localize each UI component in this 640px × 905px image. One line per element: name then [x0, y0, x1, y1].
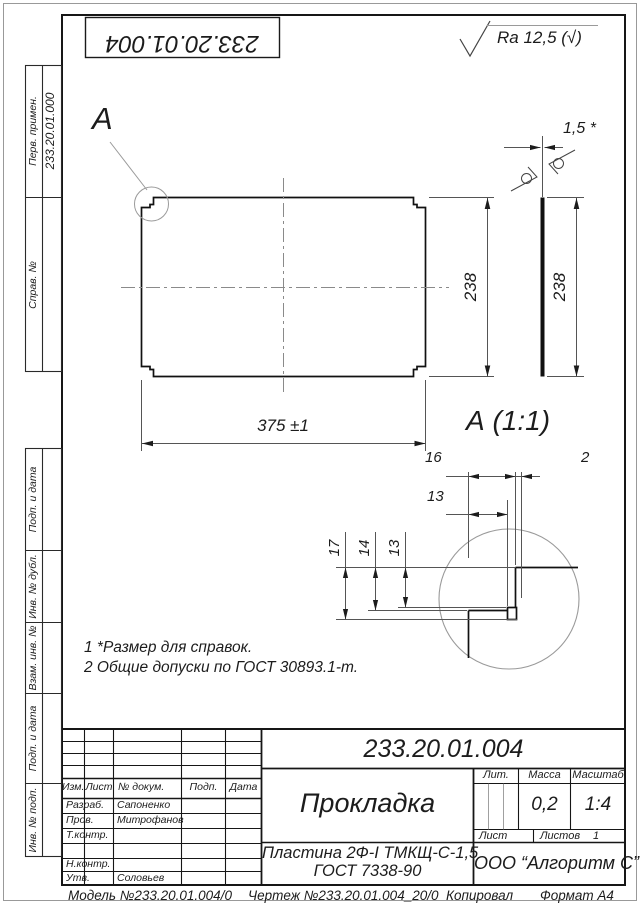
note-1: 1 *Размер для справок. [84, 639, 253, 656]
col-data: Дата [229, 781, 258, 793]
strip-label-inv-podp: Инв. № подп. [27, 787, 39, 853]
dim-detail-16: 16 [425, 449, 442, 466]
detail-callout-label: А [92, 101, 113, 136]
strip-label-inv-dubl: Инв. № дубл. [27, 554, 39, 619]
strip-label-sprav: Справ. № [27, 261, 39, 309]
col-podp: Подп. [189, 781, 218, 793]
company-name: ООО “Алгоритм С” [474, 853, 639, 873]
part-name: Прокладка [299, 788, 436, 818]
stamp-number: 233.20.01.004 [105, 30, 259, 57]
row-razrab-name: Сапоненко [117, 799, 171, 811]
row-prov-role: Пров. [66, 814, 94, 826]
col-list: Лист [85, 781, 113, 793]
footer-copied: Копировал [446, 888, 514, 903]
strip-label-perv-primen: Перв. примен. [27, 96, 39, 166]
sheets-label: Листов [540, 830, 581, 842]
row-utv-role: Утв. [66, 872, 90, 884]
col-izm: Изм. [62, 781, 85, 793]
no-machining-icon [549, 150, 575, 174]
dim-detail-14: 14 [356, 539, 373, 557]
footer-format: Формат А4 [540, 888, 614, 903]
dim-plate-height: 238 [461, 272, 480, 302]
detail-view-title: А (1:1) [466, 405, 551, 436]
dim-thickness: 1,5 * [563, 120, 596, 137]
main-view-outline [121, 178, 449, 396]
strip-label-podp-data-1: Подп. и дата [27, 466, 39, 533]
no-machining-icon [511, 167, 537, 191]
dim-detail-13h: 13 [427, 488, 444, 505]
dim-edge-height: 238 [550, 272, 569, 302]
dim-plate-width: 375 ±1 [257, 416, 309, 435]
mass-value: 0,2 [531, 794, 558, 815]
strip-label-podp-data-2: Подп. и дата [27, 705, 39, 772]
mass-label: Масса [528, 769, 561, 781]
sheet-label: Лист [479, 830, 508, 842]
dim-detail-17: 17 [326, 539, 343, 557]
row-prov-name: Митрофанов [117, 814, 184, 826]
dim-detail-13v: 13 [386, 539, 403, 557]
scale-label: Масштаб [572, 769, 624, 781]
detail-view-circle [439, 529, 579, 669]
lit-label: Лит. [483, 769, 509, 781]
sheets-value: 1 [593, 830, 600, 842]
strip-value-perv-primen: 233.20.01.000 [43, 92, 57, 170]
main-view-dimensions [142, 198, 495, 452]
title-doc-number: 233.20.01.004 [363, 735, 524, 763]
edge-view [504, 136, 584, 377]
strip-label-vzam-inv: Взам. инв. № [27, 625, 39, 691]
row-razrab-role: Разраб. [66, 799, 104, 811]
col-ndokum: № докум. [118, 781, 165, 793]
main-view-arrowheads [142, 198, 490, 446]
scale-value: 1:4 [584, 794, 612, 815]
row-nkontr-role: Н.контр. [66, 858, 111, 870]
footer-model: Модель №233.20.01.004/0 [68, 888, 232, 903]
row-utv-name: Соловьев [117, 872, 165, 884]
detail-callout-circle [110, 142, 169, 221]
surface-finish-label: Ra 12,5 (√) [497, 28, 582, 47]
material-line1: Пластина 2Ф-I ТМКЩ-С-1,5 [262, 844, 479, 862]
dim-detail-2: 2 [581, 449, 590, 466]
row-tkontr-role: Т.контр. [66, 829, 109, 841]
note-2: 2 Общие допуски по ГОСТ 30893.1-т. [84, 659, 359, 676]
material-line2: ГОСТ 7338-90 [313, 862, 422, 880]
footer-drawing-no: Чертеж №233.20.01.004_20/0 [248, 888, 439, 903]
